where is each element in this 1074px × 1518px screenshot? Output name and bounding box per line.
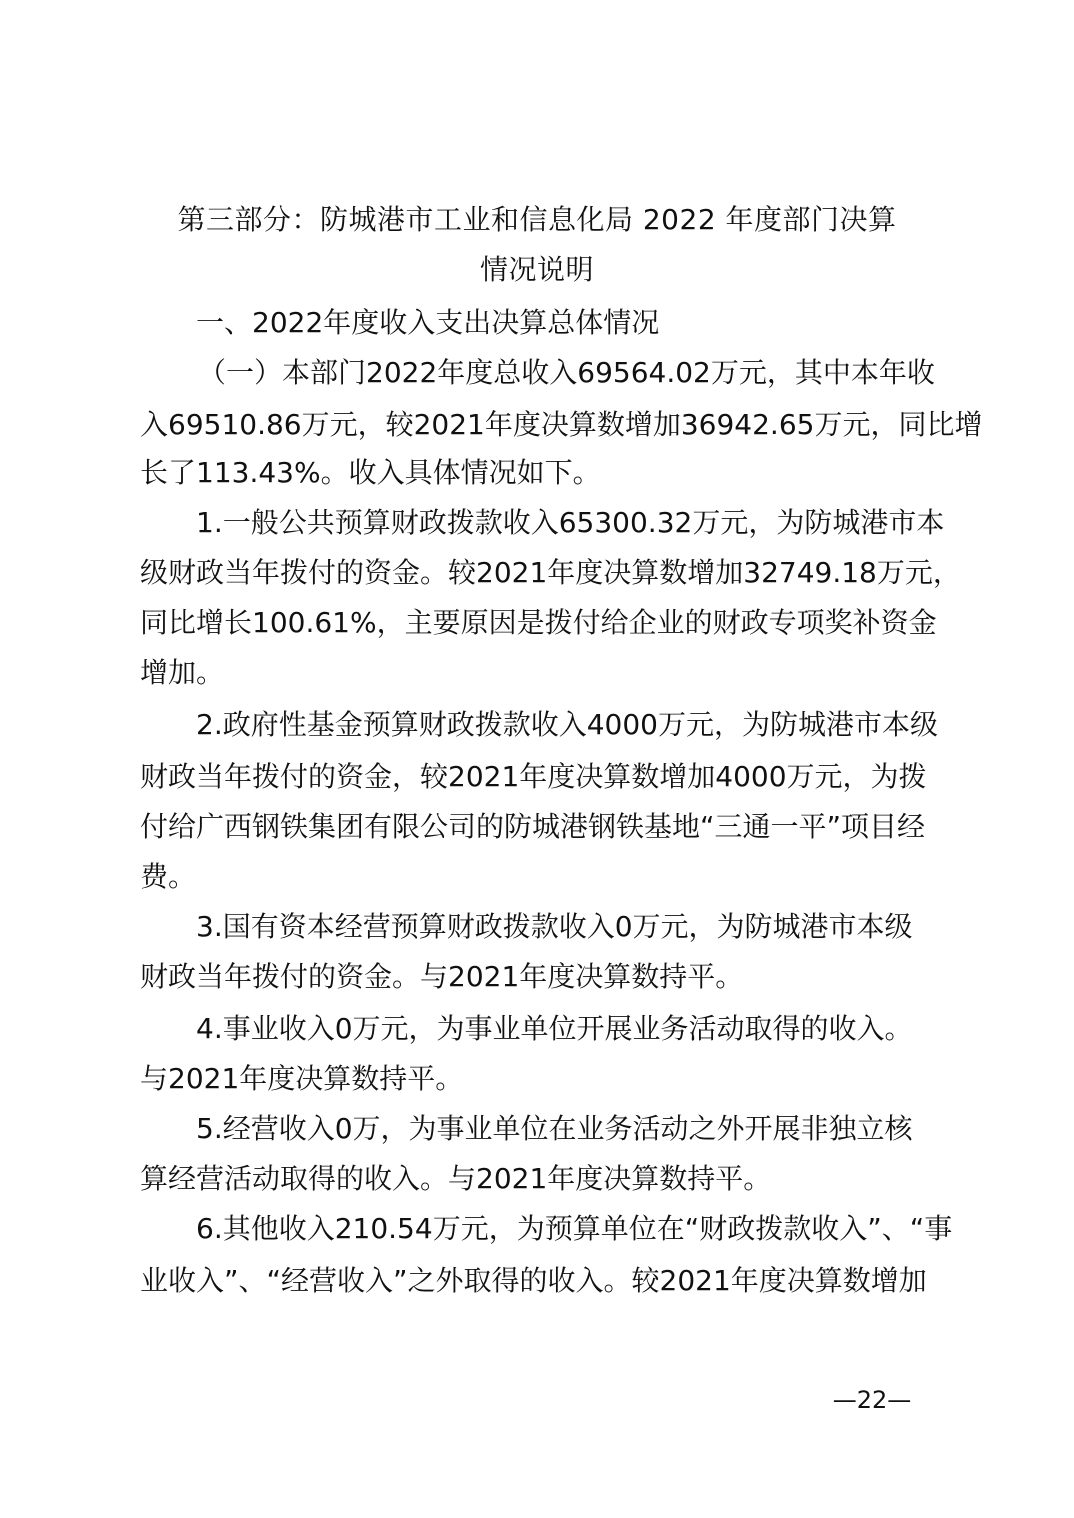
- paragraph-3-line-3: 付给广西钢铁集团有限公司的防城港钢铁基地“三通一平”项目经: [140, 810, 926, 843]
- document-title-line-1: 第三部分：防城港市工业和信息化局 2022 年度部门决算: [177, 203, 897, 236]
- paragraph-7-line-2: 业收入”、“经营收入”之外取得的收入。较2021年度决算数增加: [140, 1264, 927, 1297]
- paragraph-7-line-1: 6.其他收入210.54万元，为预算单位在“财政拨款收入”、“事: [196, 1212, 953, 1245]
- section-heading: 一、2022年度收入支出决算总体情况: [196, 306, 660, 339]
- paragraph-1-line-2: 入69510.86万元，较2021年度决算数增加36942.65万元，同比增: [140, 408, 983, 441]
- paragraph-2-line-2: 级财政当年拨付的资金。较2021年度决算数增加32749.18万元，: [140, 556, 961, 589]
- paragraph-6-line-2: 算经营活动取得的收入。与2021年度决算数持平。: [140, 1162, 772, 1195]
- paragraph-4-line-2: 财政当年拨付的资金。与2021年度决算数持平。: [140, 960, 744, 993]
- paragraph-5-line-1: 4.事业收入0万元，为事业单位开展业务活动取得的收入。: [196, 1012, 913, 1045]
- paragraph-3-line-1: 2.政府性基金预算财政拨款收入4000万元，为防城港市本级: [196, 708, 938, 741]
- document-title-line-2: 情况说明: [479, 253, 594, 286]
- paragraph-3-line-2: 财政当年拨付的资金，较2021年度决算数增加4000万元，为拨: [140, 760, 927, 793]
- paragraph-2-line-4: 增加。: [140, 656, 225, 689]
- paragraph-1-line-1: （一）本部门2022年度总收入69564.02万元，其中本年收: [198, 356, 935, 389]
- paragraph-3-line-4: 费。: [140, 860, 197, 893]
- paragraph-4-line-1: 3.国有资本经营预算财政拨款收入0万元，为防城港市本级: [196, 910, 913, 943]
- paragraph-2-line-1: 1.一般公共预算财政拨款收入65300.32万元，为防城港市本: [196, 506, 945, 539]
- page-number: —22—: [832, 1386, 912, 1414]
- paragraph-5-line-2: 与2021年度决算数持平。: [140, 1062, 464, 1095]
- paragraph-2-line-3: 同比增长100.61%，主要原因是拨付给企业的财政专项奖补资金: [140, 606, 937, 639]
- paragraph-1-line-3: 长了113.43%。收入具体情况如下。: [140, 456, 601, 489]
- paragraph-6-line-1: 5.经营收入0万，为事业单位在业务活动之外开展非独立核: [196, 1112, 913, 1145]
